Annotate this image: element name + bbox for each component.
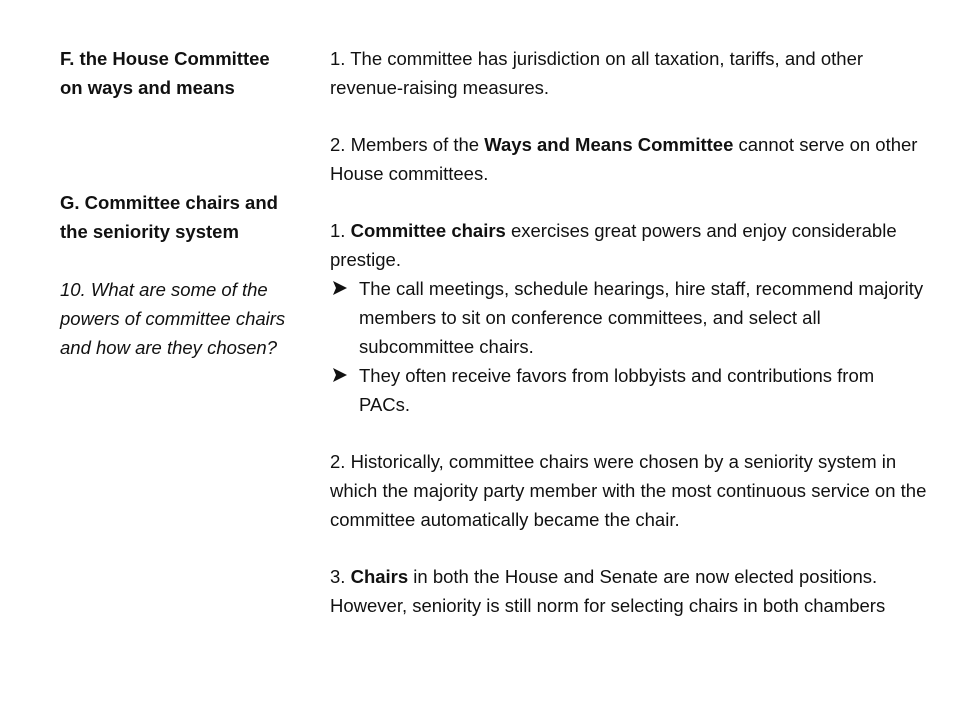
bullet-item: They often receive favors from lobbyists and contributions from PACs. xyxy=(330,361,930,419)
g-point-2: 2. Historically, committee chairs were chosen by a seniority system in which the majority party member with the most continuous service on the committee automatically became the chair. xyxy=(330,451,927,530)
f-point-1: 1. The committee has jurisdiction on all taxation, tariffs, and other revenue-raising measures. xyxy=(330,48,864,98)
question-10: 10. What are some of the powers of committee chairs and how are they chosen? xyxy=(60,279,286,358)
section-f-heading: F. the House Committee on ways and means xyxy=(60,48,270,98)
left-column xyxy=(60,44,295,362)
powers-bullet-list xyxy=(330,274,930,419)
g-point-1-bold: Committee chairs xyxy=(350,220,506,241)
g-point-3-bold: Chairs xyxy=(350,566,409,587)
right-column xyxy=(330,44,930,620)
bullet-item: The call meetings, schedule hearings, hire staff, recommend majority members to sit on conference committees, and select all subcommittee chairs. xyxy=(330,274,930,361)
g-point-1: 1. Committee chairs exercises great powers and enjoy considerable prestige. xyxy=(330,220,897,270)
f-point-2: 2. Members of the Ways and Means Committee cannot serve on other House committees. xyxy=(330,134,918,184)
g-point-3: 3. Chairs in both the House and Senate are now elected positions. However, seniority is still norm for selecting chairs in both chambers xyxy=(330,566,886,616)
arrow-bullet-icon xyxy=(332,280,348,296)
section-g-heading: G. Committee chairs and the seniority system xyxy=(60,192,278,242)
arrow-bullet-icon xyxy=(332,367,348,383)
f-point-2-bold: Ways and Means Committee xyxy=(484,134,734,155)
